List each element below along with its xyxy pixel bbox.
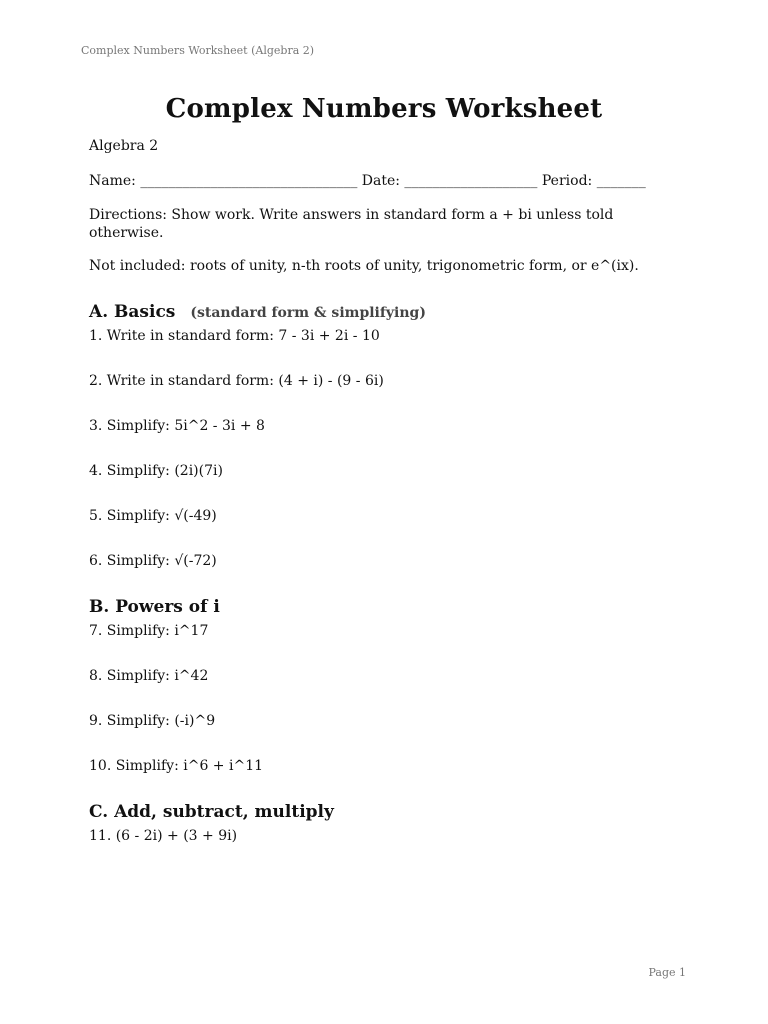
problem-item: 10. Simplify: i^6 + i^11 — [89, 758, 264, 774]
date-field: Date: ___________________ — [361, 173, 538, 189]
problem-item: 5. Simplify: √(-49) — [89, 508, 217, 524]
problem-item: 4. Simplify: (2i)(7i) — [89, 463, 223, 479]
not-included-text: Not included: roots of unity, n-th roots of unity, trigonometric form, or e^(ix). — [89, 258, 639, 274]
section-heading: C. Add, subtract, multiply — [89, 802, 334, 822]
problem-item: 8. Simplify: i^42 — [89, 668, 209, 684]
problem-item: 9. Simplify: (-i)^9 — [89, 713, 216, 729]
section-heading: B. Powers of i — [89, 597, 220, 617]
page-number: Page 1 — [648, 966, 686, 979]
section-heading: A. Basics (standard form & simplifying) — [89, 302, 426, 322]
section-c — [89, 801, 679, 845]
problem-item: 7. Simplify: i^17 — [89, 623, 209, 639]
directions-text: Directions: Show work. Write answers in standard form a + bi unless told otherwise. — [89, 207, 614, 241]
worksheet-title: Complex Numbers Worksheet — [165, 94, 603, 124]
problem-item: 2. Write in standard form: (4 + i) - (9 - 6i) — [89, 373, 384, 389]
problem-item: 6. Simplify: √(-72) — [89, 553, 217, 569]
section-b — [89, 596, 679, 775]
subject-label: Algebra 2 — [89, 138, 159, 154]
running-header: Complex Numbers Worksheet (Algebra 2) — [81, 44, 315, 57]
section-a — [89, 301, 679, 570]
problem-item: 1. Write in standard form: 7 - 3i + 2i - 10 — [89, 328, 380, 344]
problem-item: 3. Simplify: 5i^2 - 3i + 8 — [89, 418, 265, 434]
section-subheading: (standard form & simplifying) — [190, 305, 426, 321]
student-info-line — [89, 172, 689, 190]
period-field: Period: _______ — [541, 173, 646, 189]
name-field: Name: _______________________________ — [89, 173, 358, 189]
problem-item: 11. (6 - 2i) + (3 + 9i) — [89, 828, 238, 844]
worksheet-content — [89, 92, 679, 845]
